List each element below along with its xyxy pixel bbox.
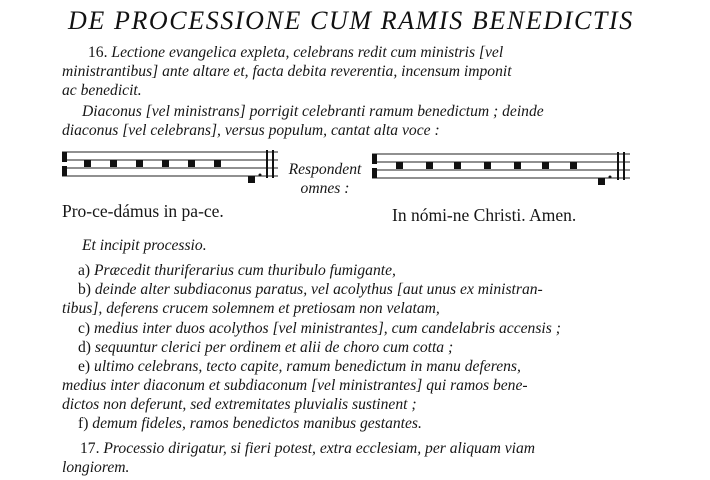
- incipit-line: Et incipit processio.: [82, 237, 207, 254]
- paragraph-17-line-2: longiorem.: [62, 459, 130, 476]
- list-item-continuation: dictos non deferunt, sed extremitates pluvialis sustinent ;: [62, 396, 417, 413]
- paragraph-16-line-2: ministrantibus] ante altare et, facta debita reverentia, incensum imponit: [62, 63, 512, 80]
- diaconus-line-2: diaconus [vel celebrans], versus populum, cantat alta voce :: [62, 122, 440, 139]
- paragraph-text: Processio dirigatur, si fieri potest, extra ecclesiam, per aliquam viam: [103, 440, 536, 457]
- paragraph-16-line-3: ac benedicit.: [62, 82, 142, 99]
- paragraph-17-line-1: [80, 440, 535, 458]
- chant-staff-left: [60, 146, 280, 192]
- list-item: c) medius inter duos acolythos [vel ministrantes], cum candelabris accensis ;: [78, 320, 561, 337]
- paragraph-text: Lectione evangelica expleta, celebrans redit cum ministris [vel: [111, 44, 504, 61]
- paragraph-number: 16.: [88, 44, 108, 61]
- list-item: d) sequuntur clerici per ordinem et alii de choro cum cotta ;: [78, 339, 454, 356]
- diaconus-line-1: Diaconus [vel ministrans] porrigit celebranti ramum benedictum ; deinde: [82, 103, 544, 120]
- paragraph-number: 17.: [80, 440, 100, 457]
- paragraph-16-line-1: [88, 44, 503, 62]
- list-item-continuation: tibus], deferens crucem solemnem et pretiosam non velatam,: [62, 300, 440, 317]
- page-title: DE PROCESSIONE CUM RAMIS BENEDICTIS: [68, 6, 634, 35]
- list-item: a) Præcedit thuriferarius cum thuribulo fumigante,: [78, 262, 396, 279]
- list-item: b) deinde alter subdiaconus paratus, vel acolythus [aut unus ex ministran-: [78, 281, 543, 298]
- list-item: f) demum fideles, ramos benedictos manibus gestantes.: [78, 415, 422, 432]
- chant-staff-right: [370, 148, 632, 194]
- respondent-label: [282, 160, 368, 198]
- chant-text-left: Pro-ce-dámus in pa-ce.: [62, 201, 224, 221]
- respondent-line-2: omnes :: [300, 180, 350, 197]
- list-item-continuation: medius inter diaconum et subdiaconum [vel ministrantes] qui ramos bene-: [62, 377, 528, 394]
- respondent-line-1: Respondent: [288, 161, 362, 178]
- list-item: e) ultimo celebrans, tecto capite, ramum benedictum in manu deferens,: [78, 358, 521, 375]
- chant-text-right: In nómi-ne Christi. Amen.: [392, 205, 577, 225]
